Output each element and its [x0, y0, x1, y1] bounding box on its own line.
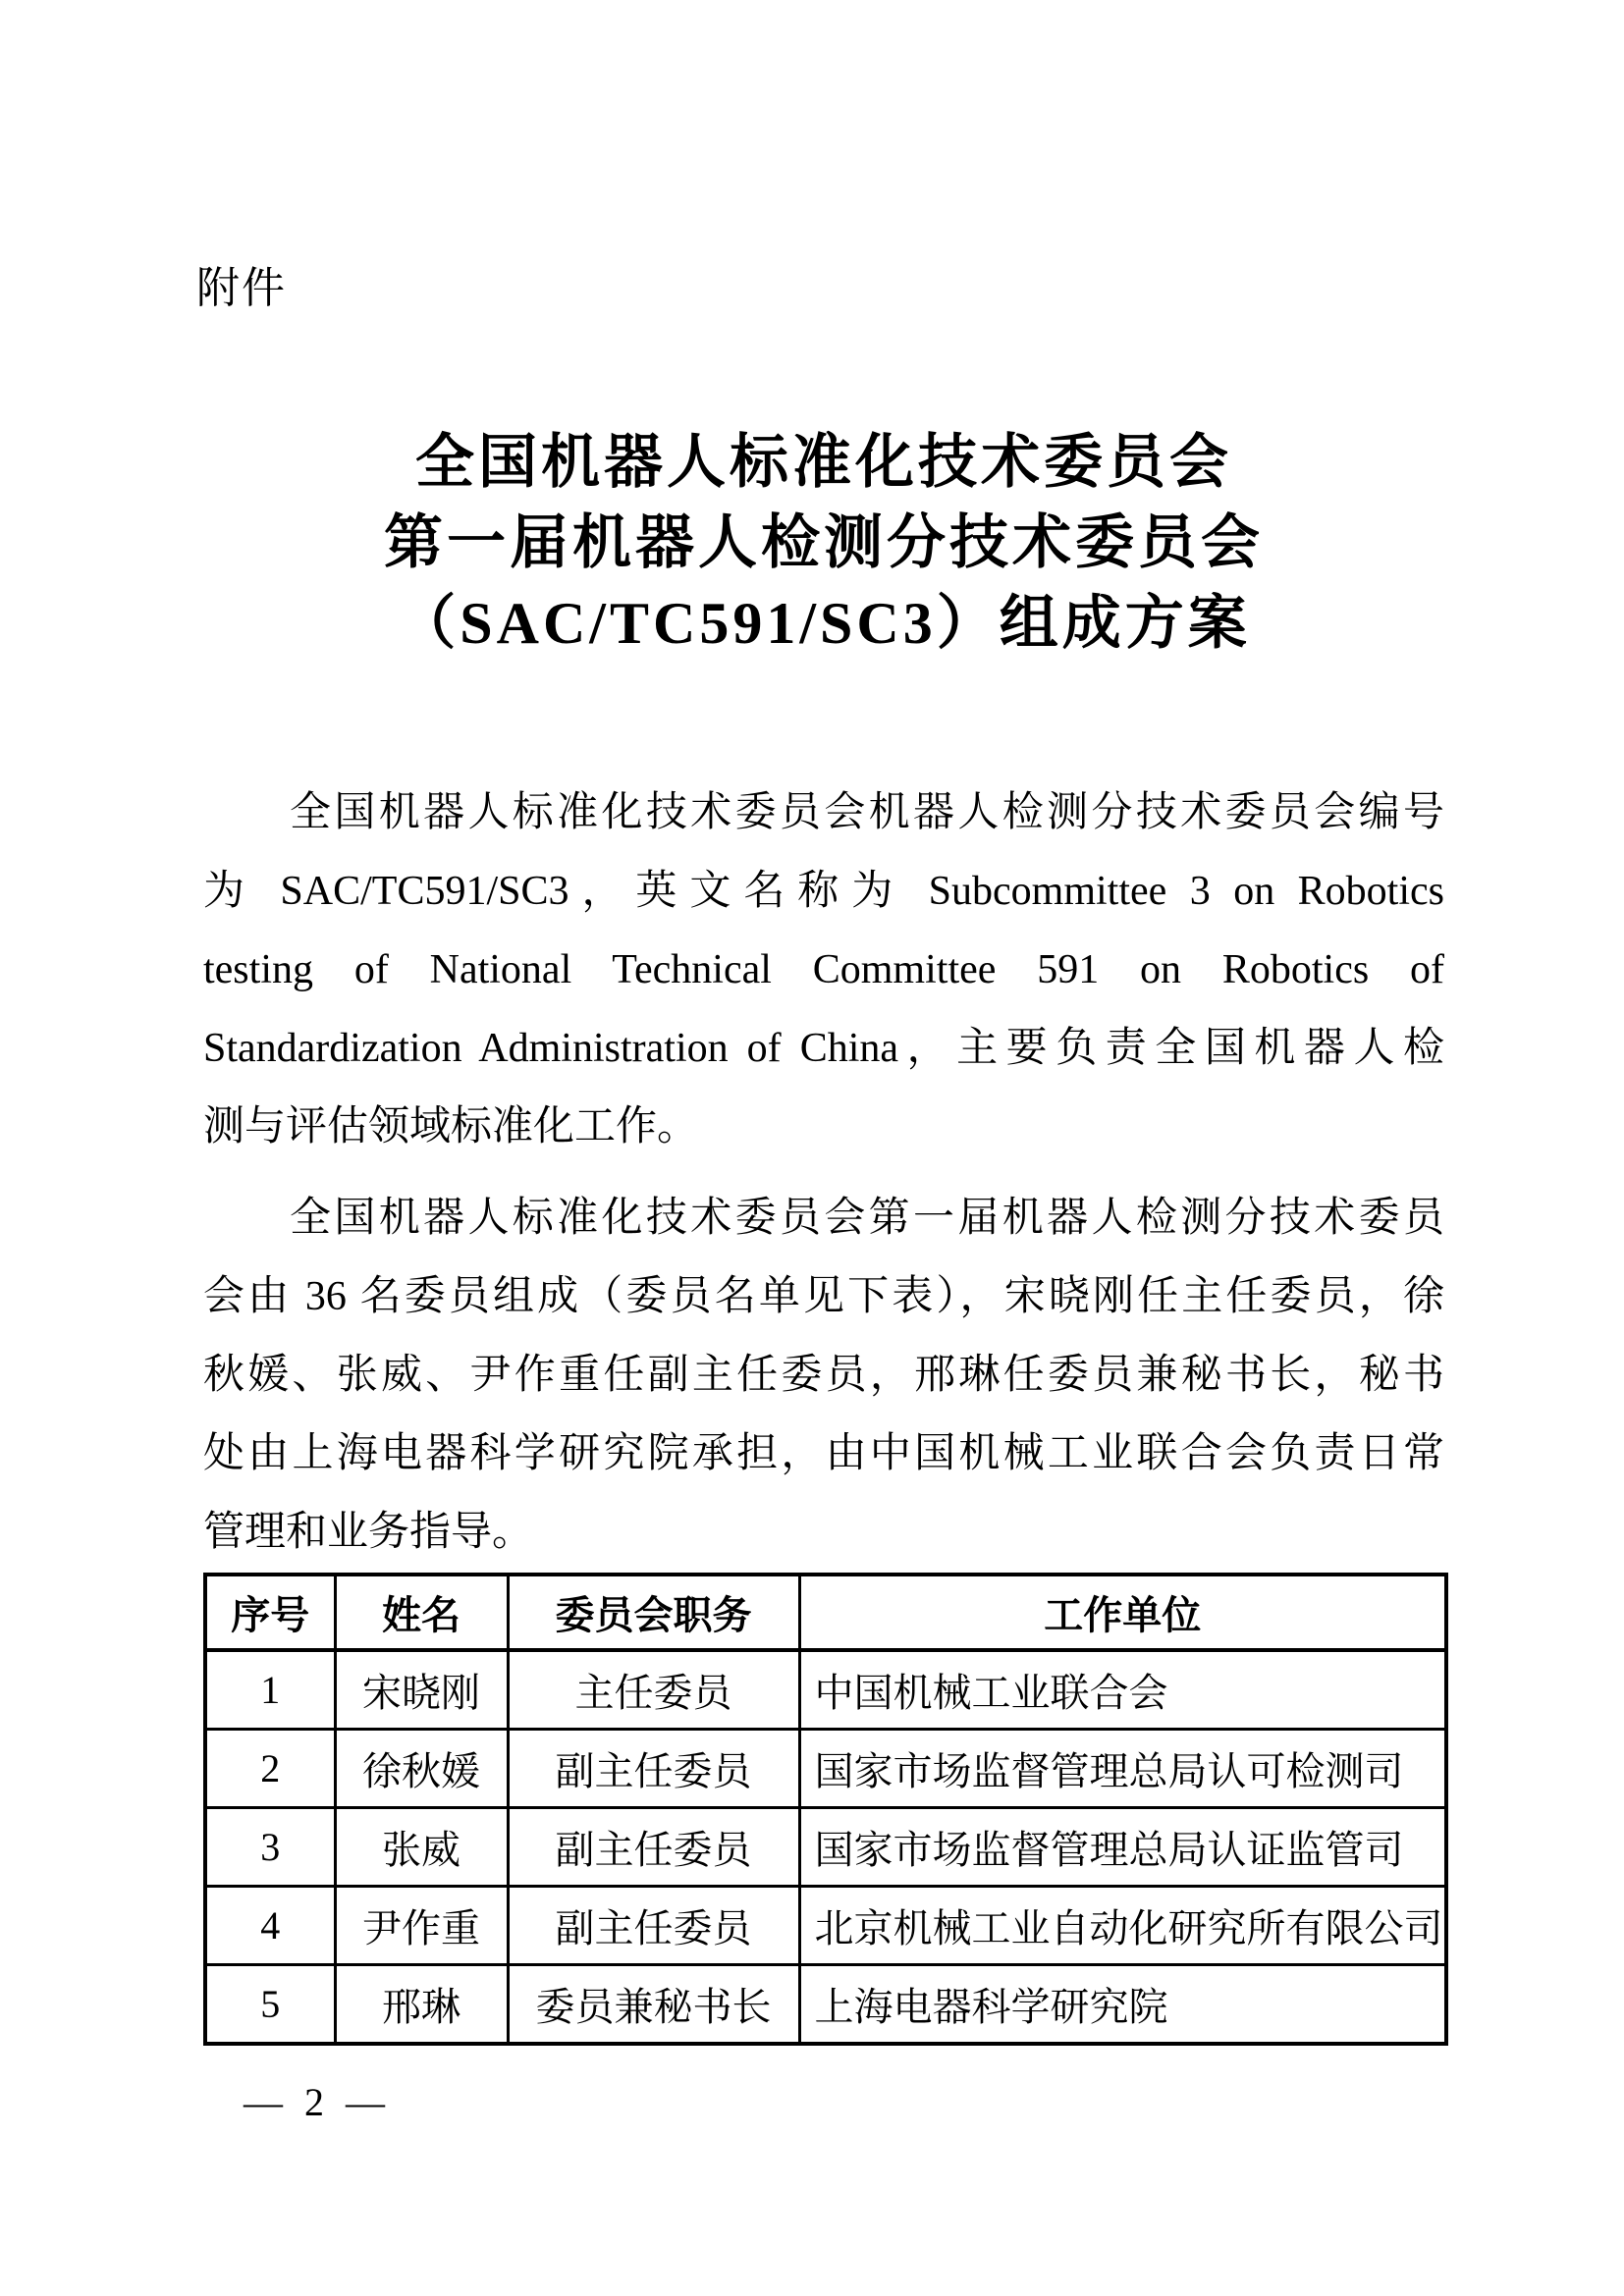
- body-line: 处由上海电器科学研究院承担，由中国机械工业联合会负责日常: [203, 1431, 1444, 1476]
- title-line-3: （SAC/TC591/SC3）组成方案: [397, 591, 1251, 656]
- cell-no: 5: [205, 1965, 335, 2045]
- table-row: [205, 1887, 1446, 1965]
- cell-org: 北京机械工业自动化研究所有限公司: [799, 1887, 1446, 1965]
- title-line-2: 第一届机器人检测分技术委员会: [384, 510, 1264, 575]
- page-number: — 2 —: [244, 2080, 391, 2124]
- table-header-row: [205, 1575, 1446, 1650]
- body-line: Standardization Administration of China，主要负责全国机器人检: [203, 1026, 1444, 1071]
- header-cell-role: 委员会职务: [508, 1575, 799, 1650]
- table-row: [205, 1650, 1446, 1730]
- cell-role: 副主任委员: [508, 1887, 799, 1965]
- cell-role: 主任委员: [508, 1650, 799, 1730]
- cell-role: 委员兼秘书长: [508, 1965, 799, 2045]
- cell-no: 1: [205, 1650, 335, 1730]
- body-line: 为 SAC/TC591/SC3，英文名称为 Subcommittee 3 on Robotics: [203, 869, 1444, 914]
- cell-org: 上海电器科学研究院: [799, 1965, 1446, 2045]
- table-row: [205, 1965, 1446, 2045]
- committee-members-table: [203, 1573, 1448, 2046]
- attachment-label: 附件: [196, 264, 287, 312]
- cell-no: 3: [205, 1808, 335, 1887]
- document-title: [203, 422, 1444, 664]
- cell-org: 中国机械工业联合会: [799, 1650, 1446, 1730]
- cell-name: 徐秋媛: [335, 1730, 508, 1808]
- table-row: [205, 1808, 1446, 1887]
- cell-no: 2: [205, 1730, 335, 1808]
- body-line: 全国机器人标准化技术委员会第一届机器人检测分技术委员: [290, 1196, 1444, 1241]
- body-line: 测与评估领域标准化工作。: [203, 1104, 699, 1149]
- body-line: 会由 36 名委员组成（委员名单见下表），宋晓刚任主任委员，徐: [203, 1274, 1444, 1319]
- header-cell-no: 序号: [205, 1575, 335, 1650]
- cell-name: 宋晓刚: [335, 1650, 508, 1730]
- paragraph-intro: [203, 774, 1444, 1166]
- cell-no: 4: [205, 1887, 335, 1965]
- paragraph-membership: [203, 1179, 1444, 1572]
- body-line: 秋媛、张威、尹作重任副主任委员，邢琳任委员兼秘书长，秘书: [203, 1353, 1444, 1398]
- cell-role: 副主任委员: [508, 1730, 799, 1808]
- body-line: 管理和业务指导。: [203, 1510, 534, 1555]
- cell-name: 张威: [335, 1808, 508, 1887]
- cell-org: 国家市场监督管理总局认证监管司: [799, 1808, 1446, 1887]
- cell-role: 副主任委员: [508, 1808, 799, 1887]
- table-row: [205, 1730, 1446, 1808]
- cell-name: 邢琳: [335, 1965, 508, 2045]
- title-line-1: 全国机器人标准化技术委员会: [415, 430, 1232, 495]
- body-line: 全国机器人标准化技术委员会机器人检测分技术委员会编号: [290, 790, 1444, 835]
- header-cell-name: 姓名: [335, 1575, 508, 1650]
- cell-name: 尹作重: [335, 1887, 508, 1965]
- body-line: testing of National Technical Committee 591 on Robotics of: [203, 947, 1444, 992]
- header-cell-org: 工作单位: [799, 1575, 1446, 1650]
- cell-org: 国家市场监督管理总局认可检测司: [799, 1730, 1446, 1808]
